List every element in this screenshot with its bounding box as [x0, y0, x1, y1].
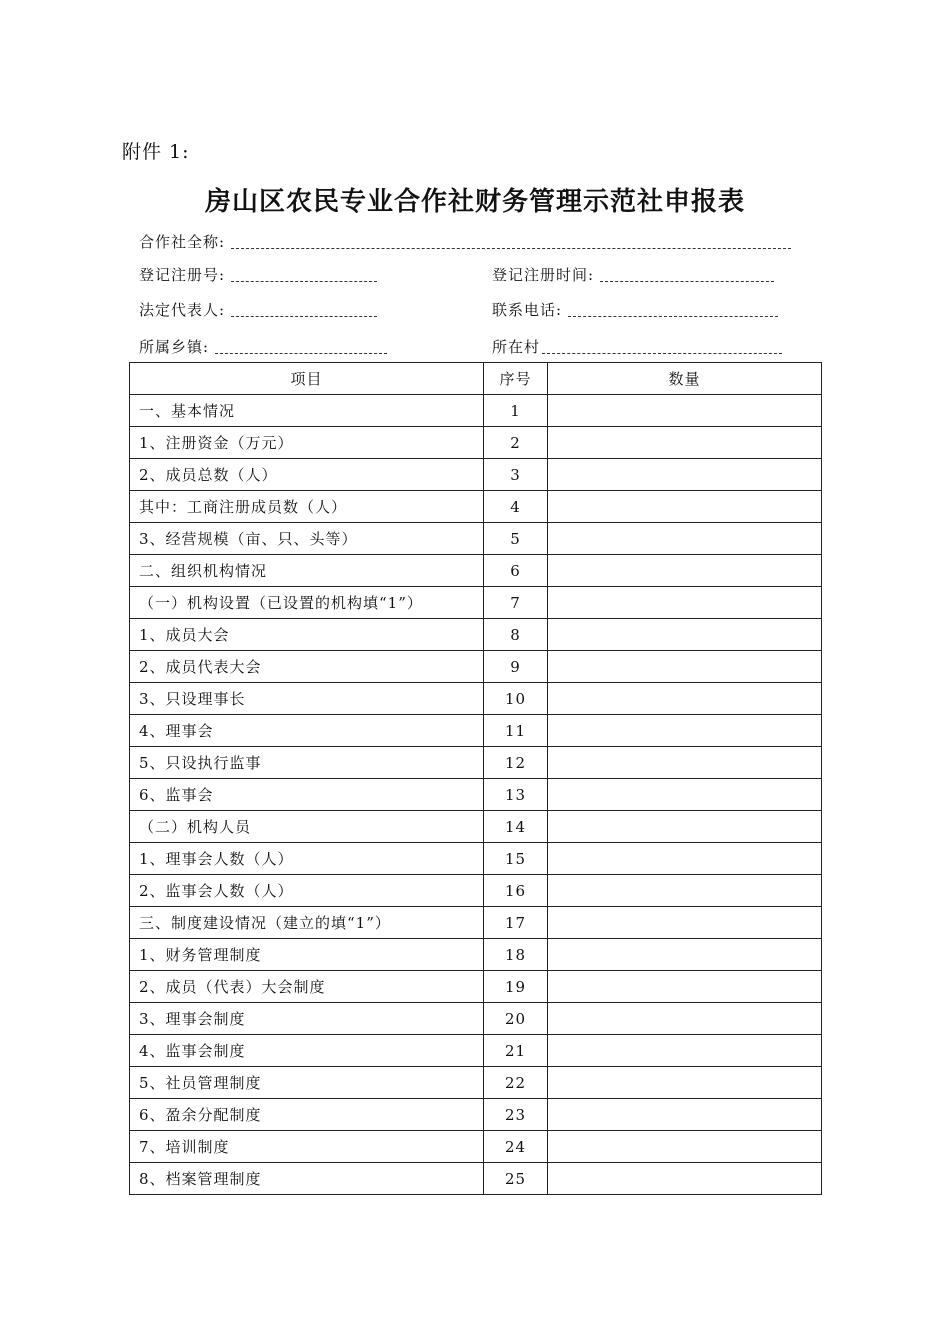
reg-number-label: 登记注册号:: [139, 266, 226, 284]
row-item-label: 一、基本情况: [130, 395, 484, 427]
row-seq-number: 24: [484, 1131, 548, 1163]
row-seq-number: 25: [484, 1163, 548, 1195]
application-table: [129, 362, 822, 1195]
row-item-label: 2、成员（代表）大会制度: [130, 971, 484, 1003]
row-seq-number: 17: [484, 907, 548, 939]
row-seq-number: 18: [484, 939, 548, 971]
table-row: [130, 875, 822, 907]
table-row: [130, 971, 822, 1003]
row-seq-number: 8: [484, 619, 548, 651]
phone-label: 联系电话:: [492, 301, 563, 319]
full-name-input-line[interactable]: [231, 247, 791, 249]
row-quantity-cell[interactable]: [548, 427, 822, 459]
row-quantity-cell[interactable]: [548, 459, 822, 491]
table-row: [130, 1163, 822, 1195]
row-seq-number: 2: [484, 427, 548, 459]
row-quantity-cell[interactable]: [548, 491, 822, 523]
row-quantity-cell[interactable]: [548, 619, 822, 651]
row-quantity-cell[interactable]: [548, 907, 822, 939]
reg-date-field: [492, 264, 774, 285]
table-row: [130, 683, 822, 715]
legal-rep-label: 法定代表人:: [139, 301, 226, 319]
legal-rep-field: [139, 299, 377, 320]
table-row: [130, 587, 822, 619]
row-quantity-cell[interactable]: [548, 683, 822, 715]
village-input-line[interactable]: [542, 352, 782, 354]
row-item-label: 4、理事会: [130, 715, 484, 747]
row-item-label: 5、只设执行监事: [130, 747, 484, 779]
row-item-label: 2、成员总数（人）: [130, 459, 484, 491]
page-title: 房山区农民专业合作社财务管理示范社申报表: [204, 187, 745, 217]
row-item-label: 1、理事会人数（人）: [130, 843, 484, 875]
row-quantity-cell[interactable]: [548, 1003, 822, 1035]
table-row: [130, 1131, 822, 1163]
row-seq-number: 14: [484, 811, 548, 843]
row-seq-number: 3: [484, 459, 548, 491]
table-row: [130, 395, 822, 427]
village-field: [492, 336, 782, 357]
row-quantity-cell[interactable]: [548, 1035, 822, 1067]
header-item: 项目: [130, 363, 484, 395]
table-header-row: [130, 363, 822, 395]
table-row: [130, 1003, 822, 1035]
row-seq-number: 4: [484, 491, 548, 523]
table-row: [130, 843, 822, 875]
row-item-label: 1、注册资金（万元）: [130, 427, 484, 459]
row-seq-number: 16: [484, 875, 548, 907]
table-row: [130, 1067, 822, 1099]
full-name-field: [139, 231, 791, 252]
row-item-label: 2、成员代表大会: [130, 651, 484, 683]
reg-date-input-line[interactable]: [600, 280, 774, 282]
row-seq-number: 7: [484, 587, 548, 619]
row-item-label: 二、组织机构情况: [130, 555, 484, 587]
row-item-label: 其中：工商注册成员数（人）: [130, 491, 484, 523]
table-row: [130, 491, 822, 523]
table-row: [130, 779, 822, 811]
row-seq-number: 11: [484, 715, 548, 747]
table-row: [130, 459, 822, 491]
row-item-label: （二）机构人员: [130, 811, 484, 843]
reg-number-input-line[interactable]: [231, 280, 377, 282]
row-quantity-cell[interactable]: [548, 523, 822, 555]
row-quantity-cell[interactable]: [548, 971, 822, 1003]
row-quantity-cell[interactable]: [548, 1099, 822, 1131]
row-seq-number: 9: [484, 651, 548, 683]
row-item-label: （一）机构设置（已设置的机构填“1”）: [130, 587, 484, 619]
township-input-line[interactable]: [215, 352, 387, 354]
table-row: [130, 427, 822, 459]
table-row: [130, 811, 822, 843]
row-seq-number: 20: [484, 1003, 548, 1035]
row-seq-number: 12: [484, 747, 548, 779]
village-label: 所在村: [492, 338, 541, 356]
row-quantity-cell[interactable]: [548, 715, 822, 747]
table-row: [130, 715, 822, 747]
row-item-label: 8、档案管理制度: [130, 1163, 484, 1195]
row-seq-number: 19: [484, 971, 548, 1003]
row-quantity-cell[interactable]: [548, 555, 822, 587]
row-item-label: 6、盈余分配制度: [130, 1099, 484, 1131]
row-seq-number: 21: [484, 1035, 548, 1067]
row-item-label: 三、制度建设情况（建立的填“1”）: [130, 907, 484, 939]
row-seq-number: 6: [484, 555, 548, 587]
row-seq-number: 13: [484, 779, 548, 811]
table-row: [130, 555, 822, 587]
row-quantity-cell[interactable]: [548, 395, 822, 427]
table-row: [130, 523, 822, 555]
reg-number-field: [139, 264, 377, 285]
row-item-label: 3、经营规模（亩、只、头等）: [130, 523, 484, 555]
phone-input-line[interactable]: [568, 315, 778, 317]
row-quantity-cell[interactable]: [548, 1163, 822, 1195]
header-seq: 序号: [484, 363, 548, 395]
table-body: [130, 395, 822, 1195]
township-field: [139, 336, 387, 357]
row-item-label: 2、监事会人数（人）: [130, 875, 484, 907]
row-seq-number: 1: [484, 395, 548, 427]
full-name-label: 合作社全称:: [139, 233, 226, 251]
row-item-label: 5、社员管理制度: [130, 1067, 484, 1099]
row-seq-number: 22: [484, 1067, 548, 1099]
row-item-label: 4、监事会制度: [130, 1035, 484, 1067]
phone-field: [492, 299, 778, 320]
row-quantity-cell[interactable]: [548, 651, 822, 683]
row-quantity-cell[interactable]: [548, 939, 822, 971]
row-quantity-cell[interactable]: [548, 779, 822, 811]
row-quantity-cell[interactable]: [548, 1131, 822, 1163]
table-row: [130, 1099, 822, 1131]
header-qty: 数量: [548, 363, 822, 395]
row-seq-number: 15: [484, 843, 548, 875]
table-row: [130, 939, 822, 971]
row-item-label: 1、成员大会: [130, 619, 484, 651]
table-row: [130, 651, 822, 683]
row-quantity-cell[interactable]: [548, 747, 822, 779]
reg-date-label: 登记注册时间:: [492, 266, 595, 284]
row-item-label: 7、培训制度: [130, 1131, 484, 1163]
table-row: [130, 907, 822, 939]
township-label: 所属乡镇:: [139, 338, 210, 356]
row-seq-number: 5: [484, 523, 548, 555]
row-item-label: 6、监事会: [130, 779, 484, 811]
row-quantity-cell[interactable]: [548, 811, 822, 843]
row-quantity-cell[interactable]: [548, 843, 822, 875]
row-quantity-cell[interactable]: [548, 875, 822, 907]
attachment-label: 附件 1:: [122, 141, 190, 163]
row-item-label: 1、财务管理制度: [130, 939, 484, 971]
row-quantity-cell[interactable]: [548, 1067, 822, 1099]
table-row: [130, 1035, 822, 1067]
row-item-label: 3、只设理事长: [130, 683, 484, 715]
table-row: [130, 747, 822, 779]
row-item-label: 3、理事会制度: [130, 1003, 484, 1035]
row-seq-number: 23: [484, 1099, 548, 1131]
legal-rep-input-line[interactable]: [231, 315, 377, 317]
row-seq-number: 10: [484, 683, 548, 715]
table-row: [130, 619, 822, 651]
row-quantity-cell[interactable]: [548, 587, 822, 619]
